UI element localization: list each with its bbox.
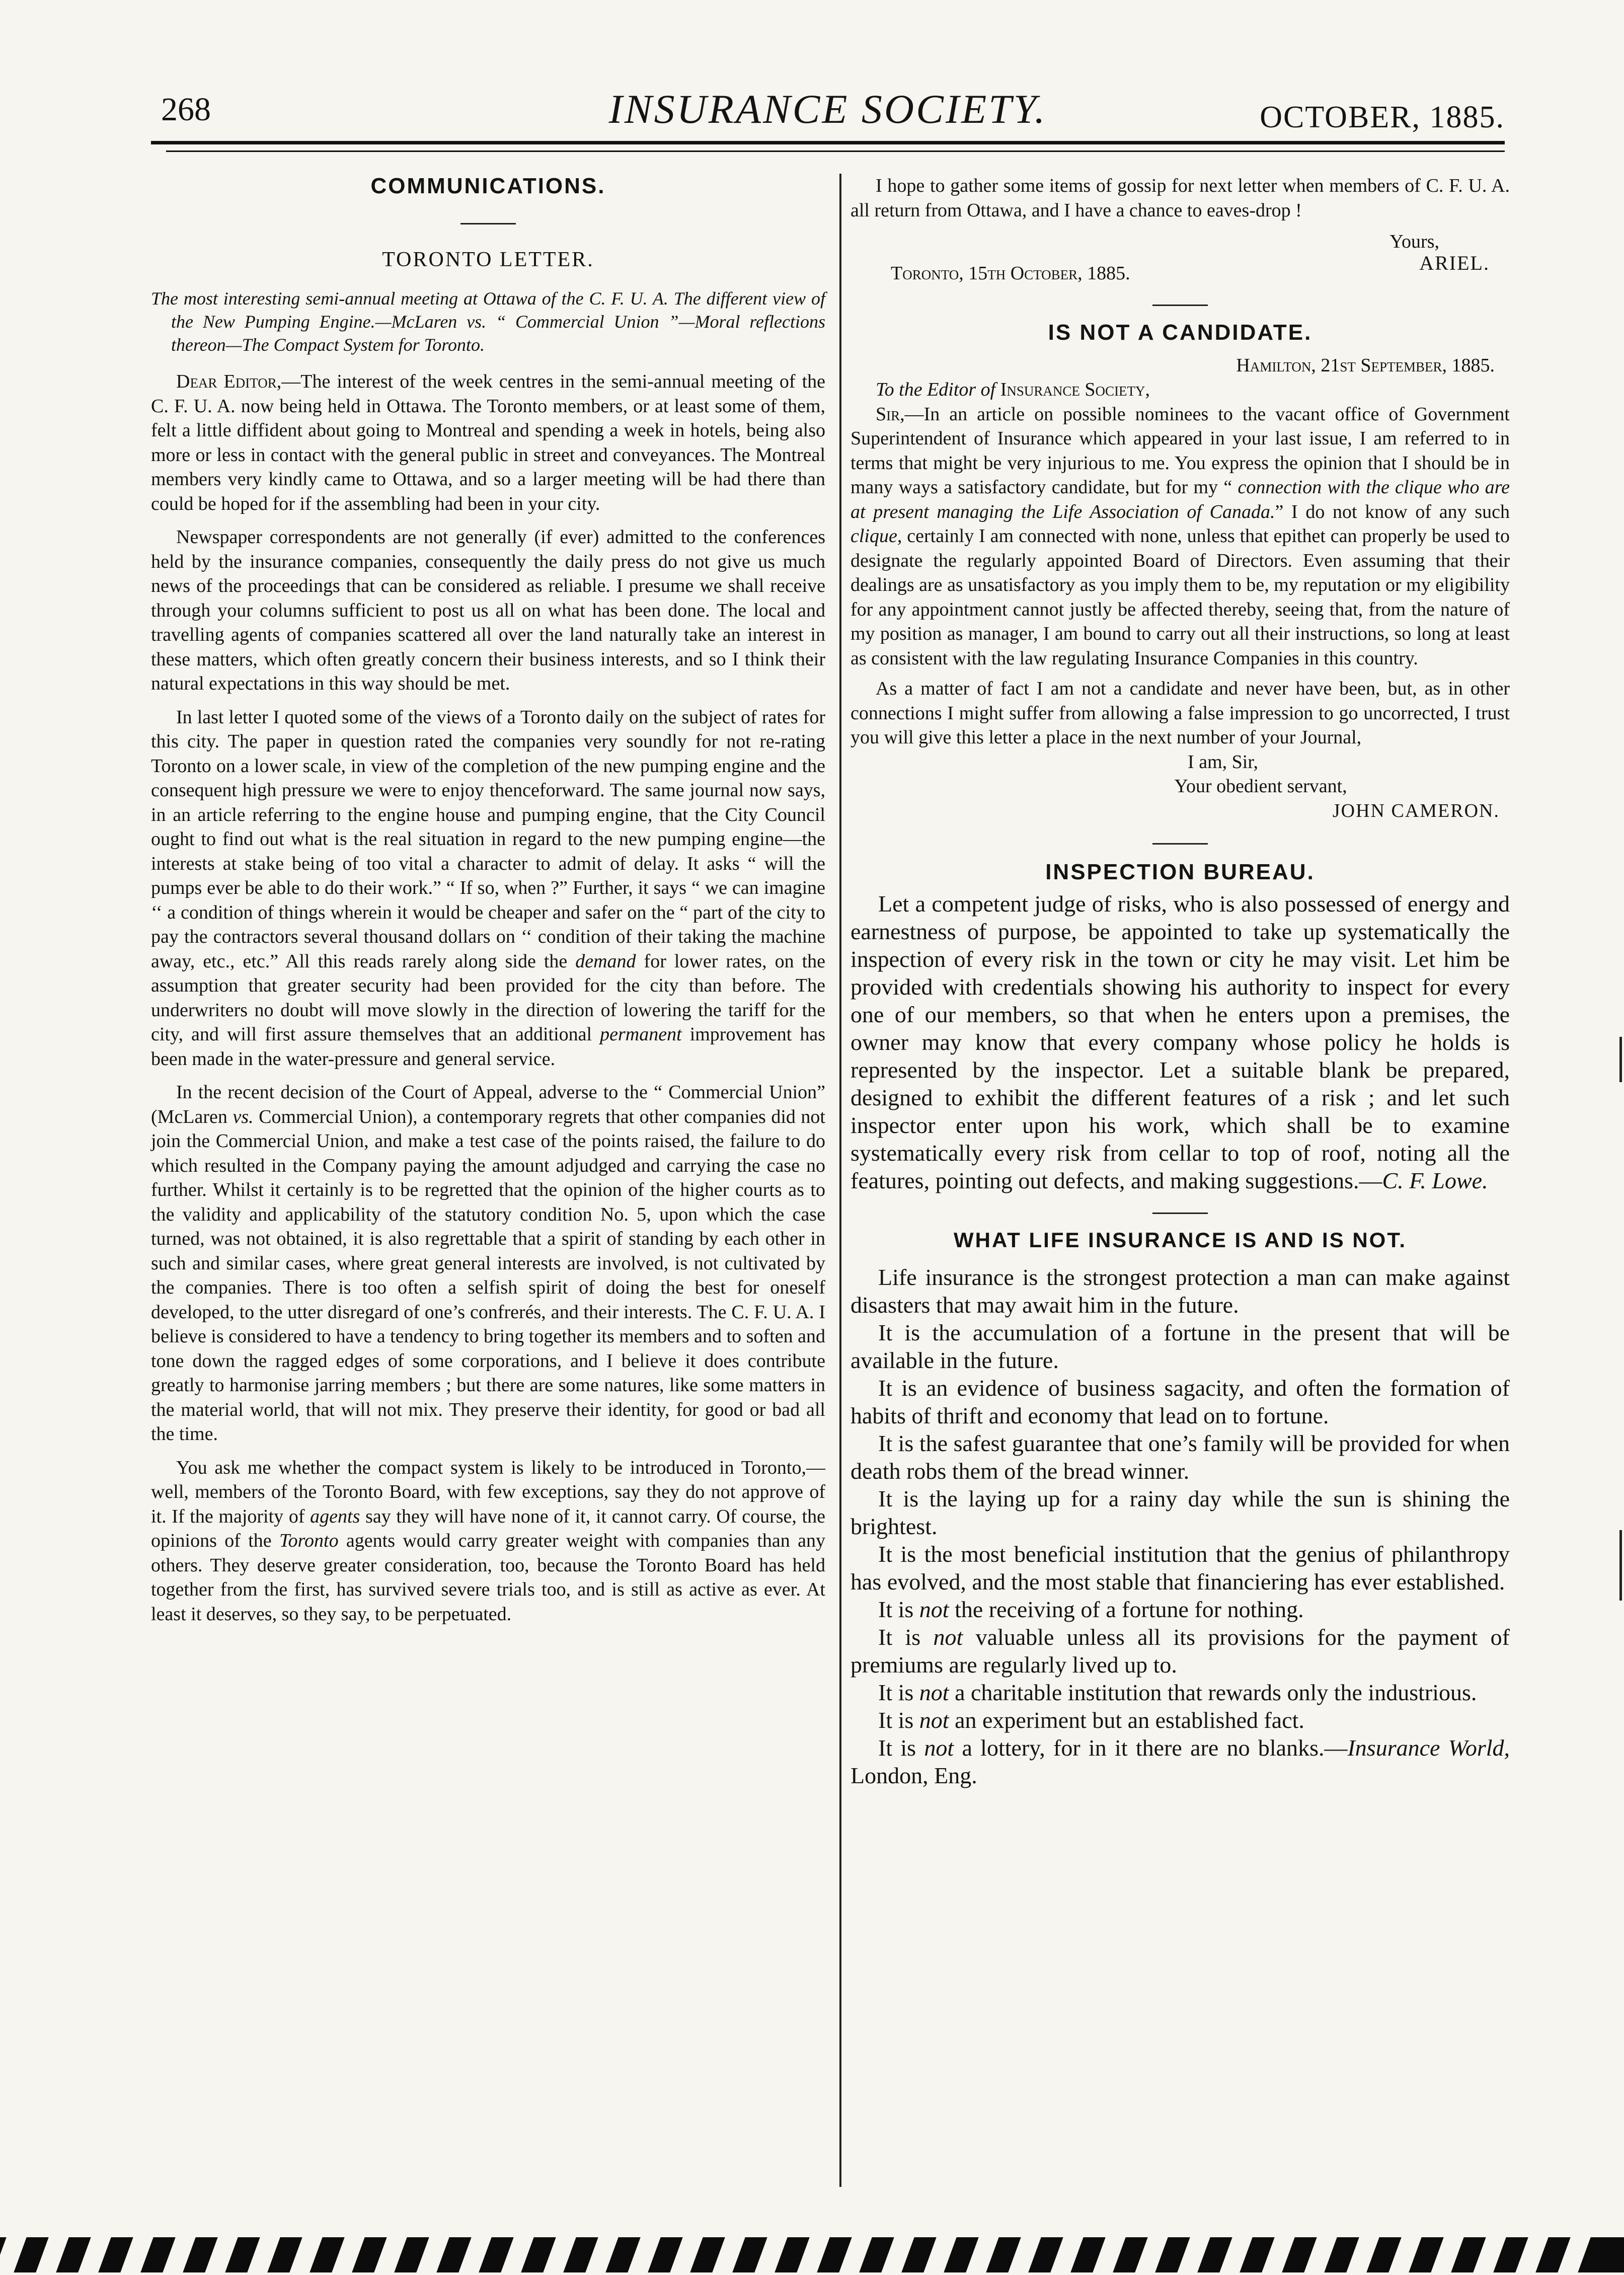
page-number: 268	[161, 91, 211, 128]
salutation: To the Editor of Insurance Society,	[876, 379, 1150, 400]
paragraph: As a matter of fact I am not a candidate and never have been, but, as in other connections I might suffer from allowing a false impression to go uncorrected, I trust you will give this letter a place in the next number of your Journal,	[850, 678, 1510, 748]
paragraph: Dear Editor,—The interest of the week centres in the semi-annual meeting of the C. F. U. A. now being held in Ottawa. The Toronto members, or at least some of them, felt a little diffident about going to Montreal and spending a week in hotels, being also more or less in contact with the general public in street and conveyances. The Montreal members very kindly came to Ottawa, and so a larger meeting will be had there than could be hoped for if the assembling had been in your city.	[151, 371, 825, 514]
closing: Your obedient servant,	[1174, 776, 1347, 797]
column-divider	[839, 174, 841, 2187]
list-item: It is an evidence of business sagacity, and often the formation of habits of thrift and economy that lead on to fortune.	[850, 1375, 1510, 1428]
closing: I am, Sir,	[1188, 751, 1258, 773]
source-citation: Insurance World,	[1347, 1735, 1510, 1761]
list-item: It is the most beneficial institution that the genius of philanthropy has evolved, and the most stable that financiering has ever established.	[850, 1541, 1510, 1595]
list-item: It is the laying up for a rainy day while the sun is shining the brightest.	[850, 1486, 1510, 1539]
divider	[1152, 305, 1208, 306]
header-rule-thick	[151, 141, 1505, 144]
list-item: It is the safest guarantee that one’s family will be provided for when death robs them of the bread winner.	[850, 1430, 1510, 1484]
paragraph: You ask me whether the compact system is likely to be introduced in Toronto,—well, members of the Toronto Board, with few exceptions, say they do not approve of it. If the majority of agents say they will have none of it, it cannot carry. Of course, the opinions of the Toronto agents would carry greater weight with companies than any others. They deserve greater consideration, too, because the Toronto Board has held together from the first, has survived severe trials too, and is still as active as ever. At least it deserves, so they say, to be perpetuated.	[151, 1457, 825, 1625]
issue-date: OCTOBER, 1885.	[1260, 100, 1505, 134]
edge-mark	[1619, 1037, 1622, 1082]
closing: Yours,	[1389, 231, 1439, 252]
paragraph: I hope to gather some items of gossip for next letter when members of C. F. U. A. all return from Ottawa, and I have a chance to eaves-drop !	[850, 175, 1510, 221]
signer: ARIEL.	[1419, 251, 1490, 274]
place-date: Hamilton, 21st September, 1885.	[1236, 354, 1495, 376]
inspection-body	[850, 890, 1510, 1194]
signature-block	[850, 251, 1510, 284]
letter-title: TORONTO LETTER.	[382, 248, 594, 271]
place-date: Toronto, 15th October, 1885.	[891, 262, 1130, 284]
list-item: It is not valuable unless all its provisions for the payment of premiums are regularly lived up to.	[850, 1624, 1510, 1678]
list-item: Life insurance is the strongest protection a man can make against disasters that may await him in the future.	[850, 1264, 1510, 1318]
letter-summary: The most interesting semi-annual meeting at Ottawa of the C. F. U. A. The different view of the New Pumping Engine.—McLaren vs. “ Commercial Union ”—Moral reflections thereon—The Compact System for Toronto.	[151, 288, 825, 355]
paragraph: In the recent decision of the Court of Appeal, adverse to the “ Commercial Union” (McLaren vs. Commercial Union), a contemporary regrets that other companies did not join the Commercial Union, and make a test case of the points raised, the failure to do which resulted in the Company paying the amount adjudged and carrying the case no further. Whilst it certainly is to be regretted that the opinion of the higher courts as to the validity and applicability of the statutory condition No. 5, upon which the case turned, was not obtained, it is also regrettable that a spirit of standing by each other in such and similar cases, where great general interests are involved, is not cultivated by the companies. There is too often a selfish spirit of doing the best for oneself developed, to the utter disregard of one’s confrerés, and their interests. The C. F. U. A. I believe is considered to have a tendency to bring together its members and to soften and tone down the ragged edges of some corporations, and I believe it does contribute greatly to harmonise jarring members ; but there are some natures, like some matters in the material world, that will not mix. They preserve their identity, for good or bad all the time.	[151, 1082, 825, 1445]
journal-title: INSURANCE SOCIETY.	[608, 86, 1047, 132]
edge-mark	[1619, 1530, 1622, 1601]
article-title: IS NOT A CANDIDATE.	[1048, 320, 1312, 345]
divider	[1152, 843, 1208, 845]
scan-border	[0, 2237, 1624, 2272]
list-item: It is not a charitable institution that rewards only the industrious.	[878, 1680, 1477, 1705]
page-header	[151, 86, 1505, 146]
section-title: COMMUNICATIONS.	[370, 174, 606, 198]
list-item: It is the accumulation of a fortune in the present that will be available in the future.	[850, 1320, 1510, 1373]
paragraph: Sir,—In an article on possible nominees to the vacant office of Government Superintendent of Insurance which appeared in your last issue, I am referred to in terms that might be very injurious to me. You express the opinion that I should be in many ways a satisfactory candidate, but for my “ connection with the clique who are at present managing the Life Association of Canada.” I do not know of any such clique, certainly I am connected with none, unless that epithet can properly be used to designate the regularly appointed Board of Directors. Even assuming that their dealings are as unsatisfactory as you imply them to be, my reputation or my eligibility for any appointment cannot justly be affected thereby, seeing that, from the nature of my position as manager, I am bound to carry out all their instructions, so long at least as consistent with the law regulating Insurance Companies in this country.	[850, 403, 1510, 669]
list-item: It is not the receiving of a fortune for nothing.	[878, 1597, 1304, 1622]
salutation: Dear Editor,	[176, 371, 282, 392]
right-column	[850, 174, 1510, 1789]
divider	[460, 223, 516, 224]
header-rule-thin	[166, 150, 1505, 152]
life-insurance-list	[850, 1263, 1510, 1789]
article-title: WHAT LIFE INSURANCE IS AND IS NOT.	[954, 1228, 1407, 1252]
article-title: INSPECTION BUREAU.	[1045, 860, 1315, 884]
paragraph: Let a competent judge of risks, who is also possessed of energy and earnestness of purpose, be appointed to take up systematically the inspection of every risk in the town or city he may visit. Let him be provided with credentials showing his authority to inspect for every one of our members, so that when he enters upon a premises, the owner may know that every company whose policy he holds is represented by the inspector. Let a suitable blank be prepared, designed to exhibit the different features of a risk ; and let such inspector enter upon his work, which shall be to examine systematically every risk from cellar to top of roof, noting all the features, pointing out defects, and making suggestions.—C. F. Lowe.	[850, 891, 1510, 1193]
paragraph: In last letter I quoted some of the views of a Toronto daily on the subject of rates for this city. The paper in question rated the companies very soundly for not re-rating Toronto on a lower scale, in view of the completion of the new pumping engine and the consequent high pressure we were to enjoy thenceforward. The same journal now says, in an article referring to the engine house and pumping engine, that the City Council ought to find out what is the real situation in regard to the new pumping engine—the interests at stake being of too vital a character to admit of delay. It asks “ will the pumps ever be able to do their work.” “ If so, when ?” Further, it says “ we can imagine ‘‘ a condition of things wherein it would be cheaper and safer on the “ part of the city to pay the contractors several thousand dollars on ‘‘ condition of their taking the machine away, etc., etc.” All this reads rarely along side the demand for lower rates, on the assumption that greater security had been provided for the city than before. The underwriters no doubt will move slowly in the direction of lowering the tariff for the city, and will first assure themselves that an additional permanent improvement has been made in the water-pressure and general service.	[151, 706, 825, 1070]
paragraph: Newspaper correspondents are not generally (if ever) admitted to the conferences held by the insurance companies, consequently the daily press do not give us much news of the proceedings that can be considered as reliable. I presume we shall receive through your columns sufficient to post us all on what has been done. The local and travelling agents of companies scattered all over the land naturally take an interest in these matters, which often greatly concern their business interests, and so I think their natural expectations in this way should be met.	[151, 526, 825, 694]
signer: JOHN CAMERON.	[1332, 800, 1500, 821]
divider	[1152, 1212, 1208, 1214]
left-column	[151, 174, 825, 1626]
list-item: It is not an experiment but an established fact.	[878, 1707, 1304, 1733]
list-item: It is not a lottery, for in it there are no blanks.—Insurance World, London, Eng.	[850, 1735, 1510, 1788]
